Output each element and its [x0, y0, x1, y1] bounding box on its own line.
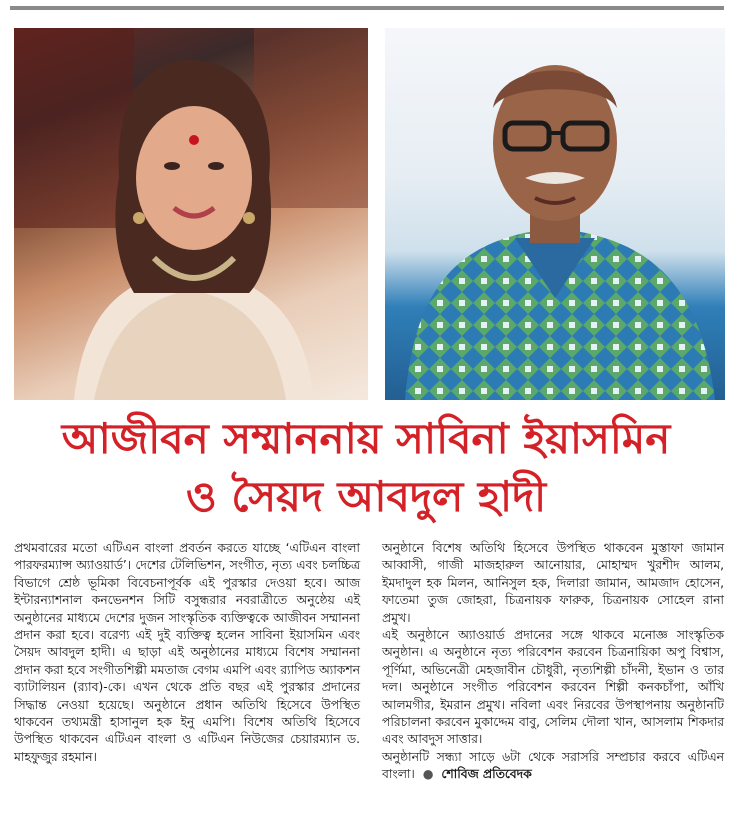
portrait-man-illustration — [385, 28, 725, 400]
headline-line-2: ও সৈয়দ আবদুল হাদী — [185, 472, 547, 521]
photo-syed-abdul-hadi — [385, 28, 725, 400]
byline: শোবিজ প্রতিবেদক — [441, 767, 532, 782]
article-paragraph-left: প্রথমবারের মতো এটিএন বাংলা প্রবর্তন করতে যাচ্ছে ‘এটিএন বাংলা পারফরম্যান্স অ্যাওয়ার্ড’। দেশের টেলিভিশন, সংগীত, নৃত্য এবং চলচ্চিত্র বিভাগে শ্রেষ্ঠ ভূমিকা বিবেচনাপূর্বক এই পুরস্কার দেওয়া হবে। আজ ইন্টারন্যাশনাল কনভেনশন সিটি বসুন্ধরার নবরাত্রীতে অনুষ্ঠেয় এই অনুষ্ঠানের মাধ্যমে দেশের দুজন সাংস্কৃতিক ব্যক্তিত্বকে আজীবন সম্মাননা প্রদান করা হবে। বরেণ্য এই দুই ব্যক্তিত্ব হলেন সাবিনা ইয়াসমিন এবং সৈয়দ আবদুল হাদী। এ ছাড়া এই অনুষ্ঠানের মাধ্যমে বিশেষ সম্মাননা প্রদান করা হবে সংগীতশিল্পী মমতাজ বেগম এমপি এবং র‍্যাপিড অ্যাকশন ব্যাটালিয়ন (র‍্যাব)-কে। এখন থেকে প্রতি বছর এই পুরস্কার প্রদানের সিদ্ধান্ত নেওয়া হয়েছে। অনুষ্ঠানে প্রধান অতিথি হিসেবে উপস্থিত থাকবেন তথ্যমন্ত্রী হাসানুল হক ইনু এমপি। বিশেষ অতিথি হিসেবে উপস্থিত থাকবেন এটিএন বাংলা ও এটিএন নিউজের চেয়ারম্যান ড. মাহফুজুর রহমান। — [14, 541, 360, 764]
broadcast-text: অনুষ্ঠানটি সন্ধ্যা সাড়ে ৬টা থেকে সরাসরি সম্প্রচার করবে এটিএন বাংলা। — [382, 749, 724, 782]
article-column-right — [382, 540, 724, 784]
headline-line-1: আজীবন সম্মাননায় সাবিনা ইয়াসমিন — [61, 414, 671, 463]
top-rule — [10, 6, 724, 10]
article-paragraph-broadcast — [382, 749, 724, 784]
bullet-icon: ● — [422, 767, 434, 782]
portrait-woman-illustration — [14, 28, 368, 400]
article-paragraph-guests: অনুষ্ঠানে বিশেষ অতিথি হিসেবে উপস্থিত থাকবেন মুস্তাফা জামান আব্বাসী, গাজী মাজহারুল আনোয়ার, মোহাম্মদ খুরশীদ আলম, ইমদাদুল হক মিলন, আনিসুল হক, দিলারা জামান, আমজাদ হোসেন, ফাতেমা তুজ জোহরা, চিত্রনায়ক ফারুক, চিত্রনায়ক সোহেল রানা প্রমুখ। — [382, 541, 724, 625]
photo-sabina-yasmin — [14, 28, 368, 400]
article-paragraph-performers: এই অনুষ্ঠানে অ্যাওয়ার্ড প্রদানের সঙ্গে থাকবে মনোজ্ঞ সাংস্কৃতিক অনুষ্ঠান। এ অনুষ্ঠানে নৃত্য পরিবেশন করবেন চিত্রনায়িকা অপু বিশ্বাস, পূর্ণিমা, অভিনেত্রী মেহজাবীন চৌধুরী, নৃত্যশিল্পী চাঁদনী, ইভান ও তার দল। অনুষ্ঠানে সংগীত পরিবেশন করবেন শিল্পী কনকচাঁপা, আঁখি আলমগীর, ইমরান প্রমুখ। নবিলা এবং নিরবের উপস্থাপনায় অনুষ্ঠানটি পরিচালনা করবেন মুকাদ্দেম বাবু, সেলিম দৌলা খান, আসলাম শিকদার এবং আবদুস সাত্তার। — [382, 628, 724, 747]
article-column-left — [14, 540, 360, 766]
